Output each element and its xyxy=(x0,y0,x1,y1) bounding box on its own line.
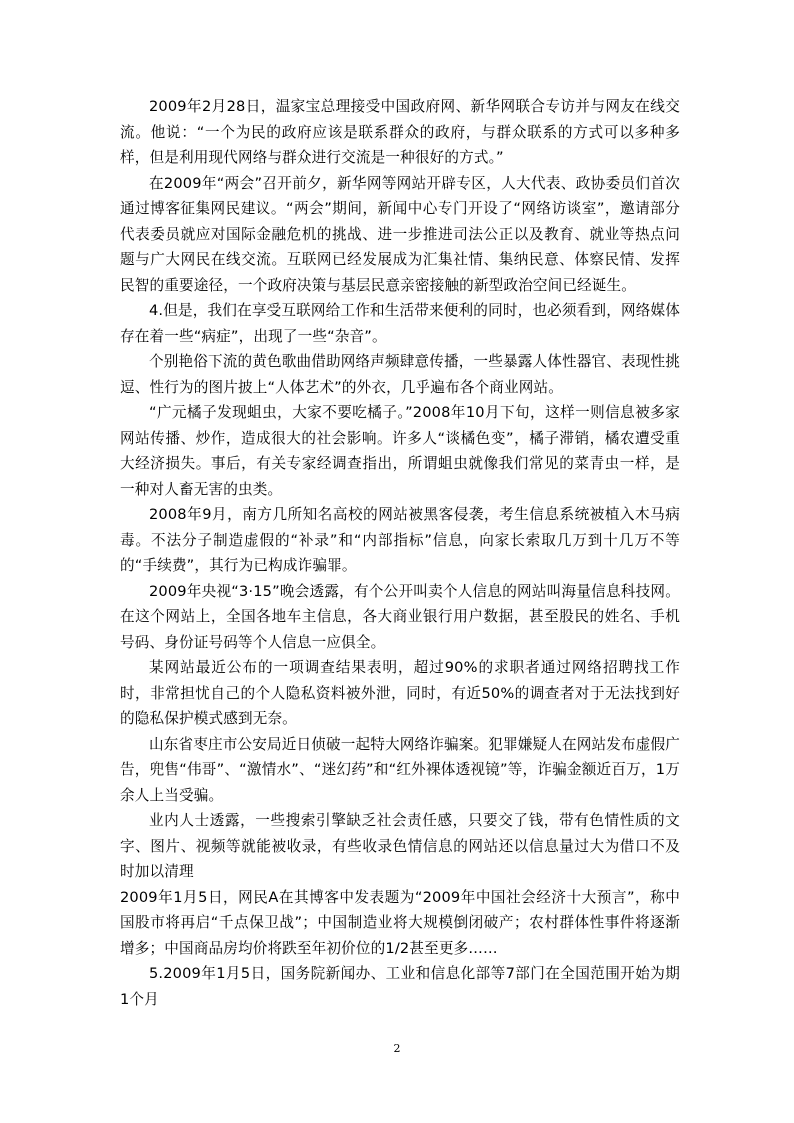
paragraph: 5.2009年1月5日，国务院新闻办、工业和信息化部等7部门在全国范围开始为期1个月 xyxy=(120,965,680,1008)
paragraph: 2009年央视“3·15”晚会透露，有个公开叫卖个人信息的网站叫海量信息科技网。在这个网站上，全国各地车主信息，各大商业银行用户数据，甚至股民的姓名、手机号码、身份证号码等个人信息一应俱全。 xyxy=(120,582,680,651)
paragraph: 个别艳俗下流的黄色歌曲借助网络声频肆意传播，一些暴露人体性器官、表现性挑逗、性行为的图片披上“人体艺术”的外衣，几乎遍布各个商业网站。 xyxy=(120,353,680,396)
paragraph: 2009年1月5日，网民A在其博客中发表题为“2009年中国社会经济十大预言”，称中国股市将再启“千点保卫战”；中国制造业将大规模倒闭破产；农村群体性事件将逐渐增多；中国商品房均价将跌至年初价位的1/2甚至更多…… xyxy=(120,888,680,957)
paragraph: 山东省枣庄市公安局近日侦破一起特大网络诈骗案。犯罪嫌疑人在网站发布虚假广告，兜售“伟哥”、“激情水”、“迷幻药”和“红外裸体透视镜”等，诈骗金额近百万，1万余人上当受骗。 xyxy=(120,735,680,804)
document-body xyxy=(120,94,680,1012)
page-number: 2 xyxy=(393,1042,401,1055)
paragraph: 某网站最近公布的一项调查结果表明，超过90%的求职者通过网络招聘找工作时，非常担忧自己的个人隐私资料被外泄，同时，有近50%的调查者对于无法找到好的隐私保护模式感到无奈。 xyxy=(120,659,680,727)
paragraph: 4.但是，我们在享受互联网给工作和生活带来便利的同时，也必须看到，网络媒体存在着一些“病症”，出现了一些“杂音”。 xyxy=(120,302,680,345)
paragraph: “广元橘子发现蛆虫，大家不要吃橘子。”2008年10月下旬，这样一则信息被多家网站传播、炒作，造成很大的社会影响。许多人“谈橘色变”，橘子滞销，橘农遭受重大经济损失。事后，有关专家经调查指出，所谓蛆虫就像我们常见的菜青虫一样，是一种对人畜无害的虫类。 xyxy=(120,404,680,498)
paragraph: 2008年9月，南方几所知名高校的网站被黑客侵袭，考生信息系统被植入木马病毒。不法分子制造虚假的“补录”和“内部指标”信息，向家长索取几万到十几万不等的“手续费”，其行为已构成诈骗罪。 xyxy=(120,506,680,574)
paragraph: 业内人士透露，一些搜索引擎缺乏社会责任感，只要交了钱，带有色情性质的文字、图片、视频等就能被收录，有些收录色情信息的网站还以信息量过大为借口不及时加以清理 xyxy=(120,812,680,880)
paragraph: 在2009年“两会”召开前夕，新华网等网站开辟专区，人大代表、政协委员们首次通过博客征集网民建议。“两会”期间，新闻中心专门开设了“网络访谈室”，邀请部分代表委员就应对国际金融危机的挑战、进一步推进司法公正以及教育、就业等热点问题与广大网民在线交流。互联网已经发展成为汇集社情、集纳民意、体察民情、发挥民智的重要途径，一个政府决策与基层民意亲密接触的新型政治空间已经诞生。 xyxy=(120,174,680,294)
paragraph: 2009年2月28日，温家宝总理接受中国政府网、新华网联合专访并与网友在线交流。他说：“一个为民的政府应该是联系群众的政府，与群众联系的方式可以多种多样，但是利用现代网络与群众进行交流是一种很好的方式。” xyxy=(120,98,680,166)
